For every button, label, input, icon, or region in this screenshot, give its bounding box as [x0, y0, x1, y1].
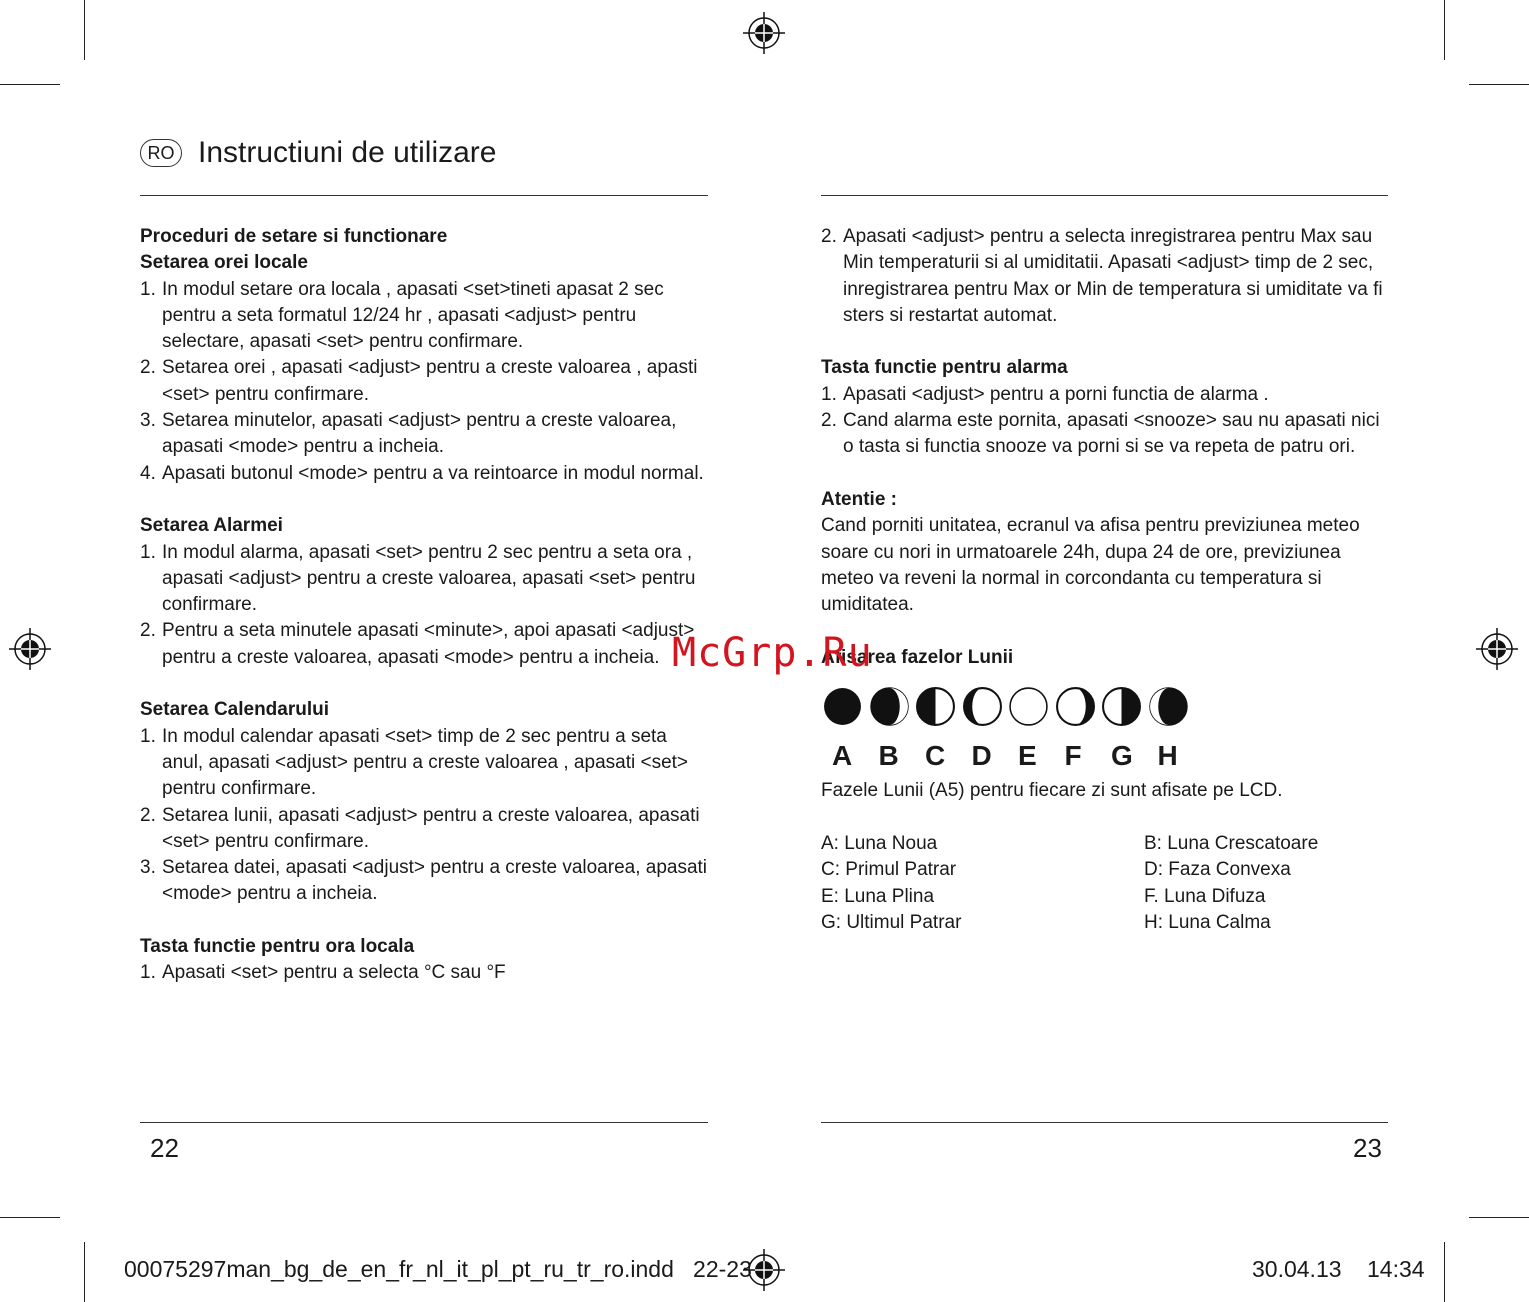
- phase-letter: E: [1018, 740, 1037, 771]
- list-item: 3. Setarea minutelor, apasati <adjust> pentru a creste valoarea, apasati <mode> pentru a incheia.: [140, 410, 677, 458]
- watermark: McGrp.Ru: [672, 630, 873, 676]
- registration-mark-icon: [743, 12, 785, 54]
- phase-letter: D: [971, 740, 992, 771]
- crop-mark: [1444, 0, 1445, 60]
- crop-mark: [84, 1242, 85, 1302]
- attention-text: Cand porniti unitatea, ecranul va afisa pentru previziunea meteo soare cu nori in urmatoarele 24h, dupa 24 de ore, previziunea meteo va reveni la normal in corcondanta cu temperatura si umiditatea.: [821, 515, 1360, 616]
- moon-caption: Fazele Lunii (A5) pentru fiecare zi sunt afisate pe LCD.: [821, 780, 1283, 801]
- alarm-key-heading: Tasta functie pentru alarma: [821, 357, 1068, 379]
- waxing-crescent-icon: [869, 686, 910, 727]
- right-column: [821, 224, 1387, 671]
- phase-label: G: Ultimul Patrar: [821, 911, 962, 933]
- waning-gibbous-icon: [1055, 686, 1096, 727]
- list-item: 2. Apasati <adjust> pentru a selecta inregistrarea pentru Max sau Min temperaturii si al umiditatii. Apasati <adjust> timp de 2 sec, inregistrarea pentru Max or Min de temperatura si umiditate va fi sters si restartat automat.: [821, 226, 1383, 326]
- list-item: 2. Cand alarma este pornita, apasati <snooze> sau nu apasati nici o tasta si functia snooze va porni si se va repeta de patru ori.: [821, 410, 1380, 458]
- local-time-heading: Setarea orei locale: [140, 252, 308, 274]
- local-key-heading: Tasta functie pentru ora locala: [140, 936, 415, 958]
- phase-letter: C: [925, 740, 946, 771]
- footer-date: 30.04.13: [1252, 1256, 1342, 1282]
- list-item: 3. Setarea datei, apasati <adjust> pentru a creste valoarea, apasati <mode> pentru a incheia.: [140, 857, 708, 905]
- first-quarter-icon: [915, 686, 956, 727]
- crop-mark: [1469, 84, 1529, 85]
- moon-heading: Afisarea fazelor Lunii: [821, 646, 1014, 668]
- phase-letter: F: [1064, 740, 1082, 771]
- moon-phase-letters: [832, 740, 1204, 772]
- divider: [821, 1122, 1388, 1123]
- registration-mark-icon: [1476, 628, 1518, 670]
- footer-filename: 00075297man_bg_de_en_fr_nl_it_pl_pt_ru_tr_ro.indd 22-23: [124, 1256, 752, 1282]
- list-item: 4. Apasati butonul <mode> pentru a va reintoarce in modul normal.: [140, 462, 704, 484]
- phase-letter: A: [832, 740, 853, 771]
- page-number-right: 23: [1353, 1133, 1382, 1163]
- crop-mark: [1469, 1217, 1529, 1218]
- list-item: 2. Pentru a seta minutele apasati <minute>, apoi apasati <adjust> pentru a creste valoarea, apasati <mode> pentru a incheia.: [140, 620, 695, 668]
- phase-label: C: Primul Patrar: [821, 859, 957, 881]
- phase-label: B: Luna Crescatoare: [1144, 833, 1319, 854]
- moon-phase-legend: [821, 831, 1467, 936]
- language-badge: RO: [140, 139, 182, 167]
- registration-mark-icon: [9, 628, 51, 670]
- page-title: Instructiuni de utilizare: [198, 136, 497, 169]
- full-moon-icon: [1008, 686, 1049, 727]
- last-quarter-icon: [1101, 686, 1142, 727]
- list-item: 2. Setarea orei , apasati <adjust> pentru a creste valoarea , apasti <set> pentru confirmare.: [140, 357, 698, 405]
- phase-label: A: Luna Noua: [821, 833, 938, 854]
- page-number-left: 22: [150, 1133, 179, 1163]
- list-item: 1. Apasati <set> pentru a selecta °C sau °F: [140, 962, 506, 984]
- new-moon-icon: [822, 686, 863, 727]
- crop-mark: [0, 1217, 60, 1218]
- left-column: [140, 224, 710, 987]
- crop-mark: [1444, 1242, 1445, 1302]
- crop-mark: [0, 84, 60, 85]
- phase-label: D: Faza Convexa: [1144, 859, 1291, 881]
- attention-heading: Atentie :: [821, 488, 897, 510]
- waxing-gibbous-icon: [962, 686, 1003, 727]
- footer-time: 14:34: [1367, 1256, 1425, 1282]
- phase-label: E: Luna Plina: [821, 885, 935, 907]
- crop-mark: [84, 0, 85, 60]
- list-item: 1. In modul alarma, apasati <set> pentru 2 sec pentru a seta ora , apasati <adjust> pentru a creste valoarea, apasati <set> pentru confirmare.: [140, 541, 696, 616]
- alarm-heading: Setarea Alarmei: [140, 515, 283, 537]
- divider: [140, 1122, 708, 1123]
- divider: [821, 195, 1388, 196]
- list-item: 1. In modul calendar apasati <set> timp de 2 sec pentru a seta anul, apasati <adjust> pentru a creste valoarea , apasati <set> pentru confirmare.: [140, 725, 689, 800]
- waning-crescent-icon: [1148, 686, 1189, 727]
- moon-phase-strip: [822, 686, 1189, 727]
- list-item: 1. In modul setare ora locala , apasati <set>tineti apasat 2 sec pentru a seta formatul 12/24 hr , apasati <adjust> pentru selectare, apasati <set> pentru confirmare.: [140, 278, 664, 353]
- divider: [140, 195, 708, 196]
- phase-label: H: Luna Calma: [1144, 911, 1271, 933]
- phase-letter: H: [1157, 740, 1178, 771]
- phase-letter: G: [1111, 740, 1133, 771]
- page-header: [140, 136, 496, 170]
- phase-label: F. Luna Difuza: [1144, 885, 1266, 907]
- calendar-heading: Setarea Calendarului: [140, 699, 330, 721]
- section-title: Proceduri de setare si functionare: [140, 226, 448, 247]
- phase-letter: B: [878, 740, 899, 771]
- list-item: 1. Apasati <adjust> pentru a porni functia de alarma .: [821, 383, 1269, 405]
- list-item: 2. Setarea lunii, apasati <adjust> pentru a creste valoarea, apasati <set> pentru confirmare.: [140, 804, 700, 852]
